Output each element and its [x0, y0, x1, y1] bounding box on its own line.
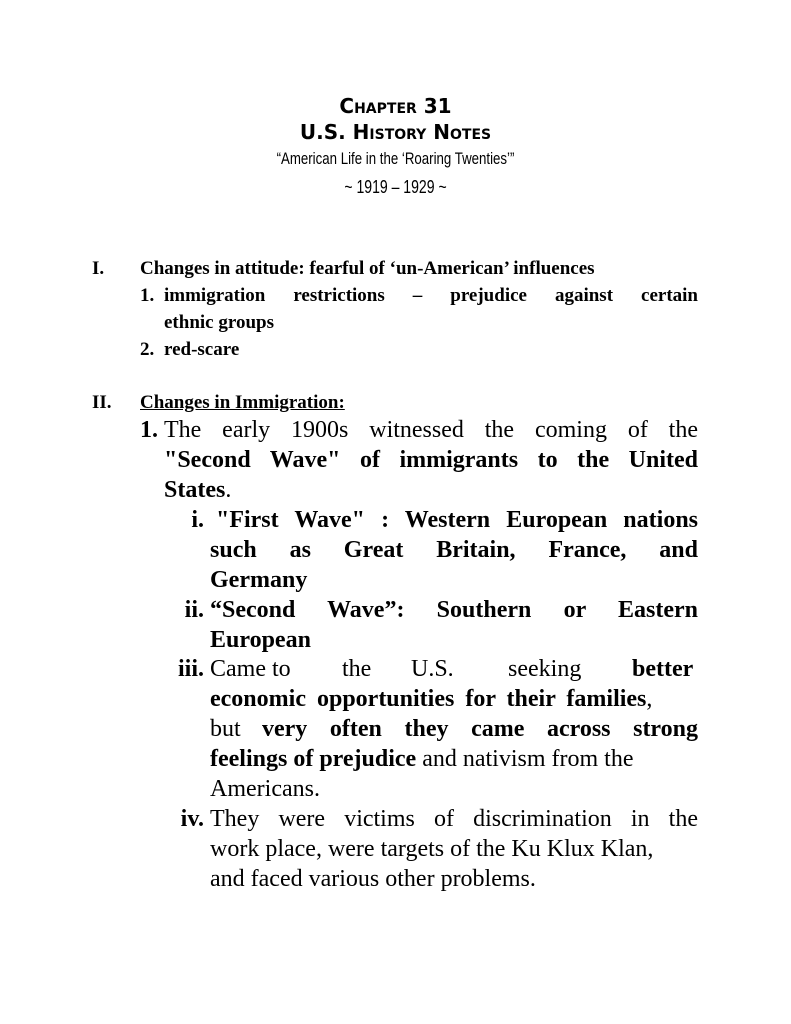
list-number: 1. [140, 417, 158, 443]
list-number: 1. [140, 285, 155, 306]
plain-text: , [646, 686, 653, 712]
list-item-text [164, 477, 231, 504]
sublist-item-text: Germany [210, 567, 308, 593]
list-item-text: immigration restrictions – prejudice against certain [164, 285, 698, 306]
sublist-number: i. [191, 507, 204, 533]
sublist-item-text: They were victims of discrimination in the [210, 806, 698, 832]
sublist-item-text [210, 746, 634, 773]
list-item-text: red-scare [164, 339, 240, 360]
course-title: U.S. History Notes [299, 120, 492, 144]
bold-text: States [164, 477, 226, 503]
list-item-text: The early 1900s witnessed the coming of the [164, 417, 698, 443]
word: but [210, 716, 241, 742]
section-numeral: I. [92, 258, 105, 279]
sublist-number: iii. [177, 656, 204, 682]
years-wrap [0, 178, 791, 196]
word: better [632, 656, 694, 682]
chapter-years: ~ 1919 – 1929 ~ [344, 177, 447, 197]
section-numeral: II. [92, 392, 112, 413]
list-number: 2. [140, 339, 155, 360]
bold-text: feelings of prejudice [210, 746, 417, 772]
subtitle-wrap [0, 150, 791, 167]
word: the [342, 656, 372, 682]
list-item-text: "Second Wave" of immigrants to the United [164, 447, 698, 473]
bold-text: economic opportunities for their families [210, 686, 647, 712]
sublist-item-text: "First Wave" : Western European nations [216, 507, 698, 533]
section-heading: Changes in attitude: fearful of ‘un-American’ influences [140, 258, 595, 279]
word: U.S. [411, 656, 454, 682]
chapter-subtitle: “American Life in the ‘Roaring Twenties’” [276, 149, 515, 168]
chapter-title: Chapter 31 [339, 94, 452, 118]
plain-text: . [225, 477, 232, 503]
word: Came to [210, 656, 291, 682]
sublist-item-text: European [210, 627, 311, 653]
word: seeking [508, 656, 582, 682]
sublist-item-text: and faced various other problems. [210, 866, 536, 892]
list-item-continuation: ethnic groups [164, 312, 274, 333]
sublist-number: iv. [180, 806, 204, 832]
sublist-item-text: “Second Wave”: Southern or Eastern [210, 597, 698, 623]
sublist-number: ii. [184, 597, 204, 623]
sublist-item-text: Americans. [210, 776, 320, 802]
sublist-item-text: very often they came across strong [262, 716, 698, 742]
plain-text: and nativism from the [416, 746, 634, 772]
sublist-item-text: work place, were targets of the Ku Klux Klan, [210, 836, 654, 862]
section-heading: Changes in Immigration: [140, 392, 345, 413]
sublist-item-text [210, 686, 652, 713]
sublist-item-text: such as Great Britain, France, and [210, 537, 698, 563]
